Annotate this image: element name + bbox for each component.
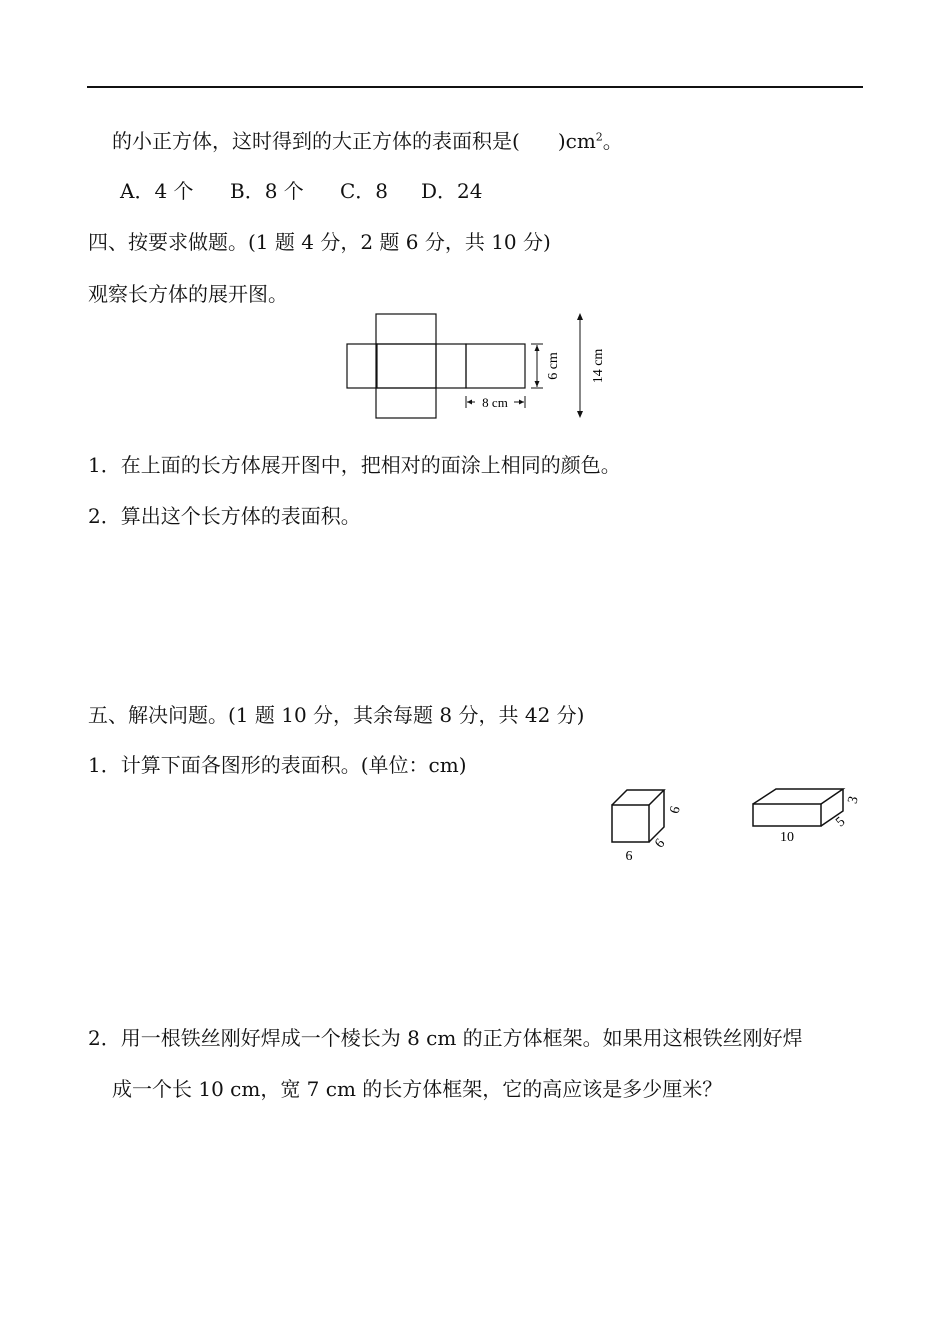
cube-depth-label: 6 (652, 836, 669, 852)
section4-intro: 观察长方体的展开图。 (88, 282, 288, 306)
net-face-top (376, 314, 436, 344)
section5-heading: 五、解决问题。(1 题 10 分，其余每题 8 分，共 42 分) (88, 703, 585, 727)
net-face-back (466, 344, 525, 388)
q3-option-a[interactable]: A．4 个 (120, 179, 194, 203)
height-label: 6 cm (546, 352, 561, 380)
q3-unit-exponent: 2 (595, 130, 603, 144)
q3-end: 。 (602, 129, 623, 153)
dimension-14cm (577, 313, 583, 418)
cube-figure (600, 780, 695, 870)
q3-unit: )cm (557, 129, 596, 153)
section5-q1: 1．计算下面各图形的表面积。(单位：cm) (88, 753, 467, 777)
cuboid-net-figure (330, 305, 620, 430)
cube-height-label: 6 (667, 804, 684, 816)
total-height-label: 14 cm (591, 348, 606, 384)
width-label: 8 cm (482, 395, 508, 410)
section4-q2: 2．算出这个长方体的表面积。 (88, 504, 361, 528)
cuboid-width-label: 5 (833, 814, 849, 831)
q3-option-d[interactable]: D．24 (421, 179, 483, 203)
header-rule (87, 86, 863, 88)
cuboid-figure (745, 780, 875, 850)
net-face-right (436, 344, 466, 388)
section5-q2-line1: 2．用一根铁丝刚好焊成一个棱长为 8 cm 的正方体框架。如果用这根铁丝刚好焊 (88, 1026, 803, 1050)
cuboid-length-label: 10 (780, 830, 794, 845)
q3-stem (112, 128, 623, 154)
cube-front-label: 6 (625, 849, 633, 864)
q3-stem-text: 的小正方体，这时得到的大正方体的表面积是( (112, 129, 520, 153)
section5-q2-line2: 成一个长 10 cm，宽 7 cm 的长方体框架，它的高应该是多少厘米？ (112, 1077, 723, 1101)
dimension-6cm (531, 344, 543, 388)
net-face-bottom (376, 388, 436, 418)
section4-q1: 1．在上面的长方体展开图中，把相对的面涂上相同的颜色。 (88, 453, 621, 477)
section4-heading: 四、按要求做题。(1 题 4 分，2 题 6 分，共 10 分) (88, 230, 551, 254)
net-face-front (376, 344, 436, 388)
cuboid-height-label: 3 (845, 794, 862, 806)
q3-option-c[interactable]: C．8 (340, 179, 389, 203)
net-face-left (347, 344, 377, 388)
q3-option-b[interactable]: B．8 个 (230, 179, 304, 203)
